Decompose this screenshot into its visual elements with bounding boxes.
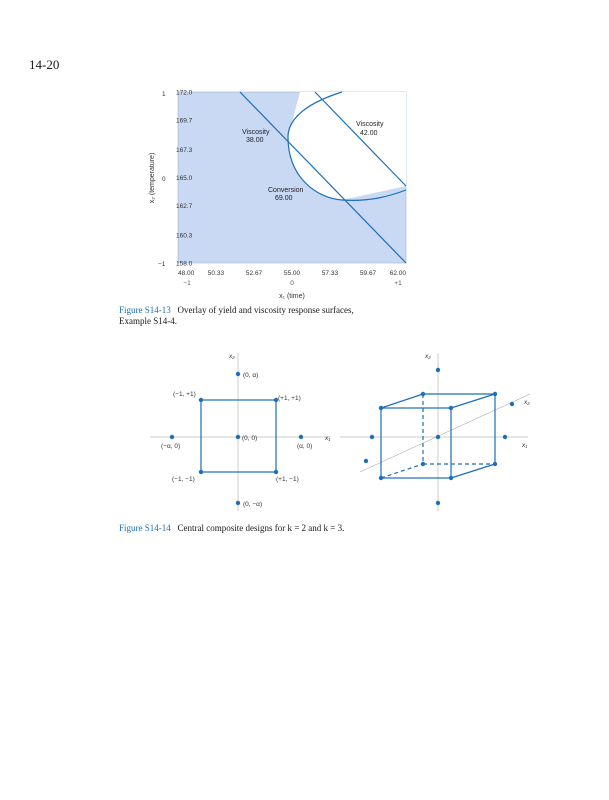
label-top-axis-3d: x₂ — [425, 353, 431, 360]
x-tick-label: 50.33 — [207, 270, 225, 277]
y-tick-label: 167.3 — [176, 146, 193, 154]
point-corner-br — [274, 470, 278, 474]
annotation-viscosity-38-value: 38.00 — [246, 137, 264, 144]
axial-point-back — [510, 402, 514, 406]
label-right: (α, 0) — [297, 443, 313, 450]
figure-14-caption-label: Figure S14-14 — [119, 523, 171, 533]
label-x2-axis: x₂ — [229, 353, 235, 360]
label-x1-axis: x₁ — [325, 435, 331, 442]
cube-vertex — [379, 406, 383, 410]
cube-vertex — [449, 476, 453, 480]
x2-axis-3d — [360, 394, 530, 472]
point-axial-bottom — [236, 501, 240, 505]
label-bl: (−1, −1) — [172, 476, 195, 483]
label-x1-3d: x₁ — [522, 442, 528, 449]
axial-point-left — [370, 435, 374, 439]
y-tick-label: 160.3 — [176, 232, 193, 240]
coded-x-right: +1 — [394, 280, 402, 287]
figure-14-caption-text: Central composite designs for k = 2 and k = 3. — [177, 523, 345, 533]
cube-edge-tr — [451, 394, 495, 408]
point-axial-left — [170, 435, 174, 439]
point-axial-right — [299, 435, 303, 439]
ccd-k3-diagram — [340, 348, 540, 518]
label-left: (−α, 0) — [161, 443, 181, 450]
contour-plot-area — [176, 89, 406, 263]
cube-front-face — [381, 408, 451, 478]
x-tick-label: 62.00 — [389, 270, 406, 277]
cube-vertex — [493, 392, 497, 396]
axial-point-front — [364, 459, 368, 463]
point-corner-tl — [199, 398, 203, 402]
x-tick-label: 52.67 — [245, 270, 263, 277]
figure-13-caption-label: Figure S14-13 — [119, 305, 171, 315]
figure-13-caption — [119, 305, 449, 327]
annotation-viscosity-38-name: Viscosity — [242, 129, 270, 136]
x-axis-label: x₁ (time) — [279, 293, 305, 300]
x-tick-label: 57.33 — [321, 270, 339, 277]
figure-14-caption — [119, 523, 499, 534]
label-tr: (+1, +1) — [278, 395, 301, 402]
x-tick-label: 55.00 — [283, 270, 301, 277]
cube-edge-br — [451, 464, 495, 478]
y-tick-label: 158.0 — [176, 260, 193, 268]
coded-x-mid: 0 — [290, 280, 294, 287]
figure-13-caption-text-2: Example S14-4. — [119, 316, 177, 326]
cube-edge-tl — [381, 394, 423, 408]
point-center — [236, 435, 240, 439]
axial-point-top — [436, 368, 440, 372]
coded-x-left: −1 — [183, 280, 191, 287]
cube-vertex — [449, 406, 453, 410]
label-br: (+1, −1) — [276, 476, 299, 483]
cube-hidden-diagonal — [381, 464, 423, 478]
cube-vertex — [421, 392, 425, 396]
cube-vertex — [493, 462, 497, 466]
y-axis-label: x₂ (temperature) — [149, 152, 156, 204]
annotation-viscosity-42-value: 42.00 — [360, 130, 378, 137]
contour-plot — [140, 82, 440, 304]
label-x2-3d: x₂ — [524, 399, 530, 406]
coded-y-bottom: −1 — [158, 261, 166, 268]
x-tick-label: 59.67 — [359, 270, 377, 277]
ccd-k2-diagram — [150, 348, 340, 518]
y-tick-label: 169.7 — [176, 117, 193, 125]
cube-vertex — [421, 462, 425, 466]
figure-13-caption-text: Overlay of yield and viscosity response surfaces, — [177, 305, 354, 315]
annotation-conversion-value: 69.00 — [275, 195, 293, 202]
x-tick-label: 48.00 — [178, 270, 195, 277]
y-tick-label: 165.0 — [176, 175, 193, 182]
axial-point-right — [503, 435, 507, 439]
label-tl: (−1, +1) — [173, 391, 196, 398]
label-top: (0, α) — [243, 372, 259, 379]
y-tick-label: 172.0 — [176, 89, 193, 97]
coded-y-top: 1 — [162, 91, 166, 98]
annotation-viscosity-42-name: Viscosity — [356, 121, 384, 128]
label-center: (0, 0) — [242, 435, 258, 442]
y-tick-label: 162.7 — [176, 203, 193, 211]
label-bottom: (0, −α) — [243, 501, 263, 508]
cube-vertex — [379, 476, 383, 480]
coded-y-mid: 0 — [162, 176, 166, 183]
page-number: 14-20 — [29, 57, 60, 72]
center-point-3d — [436, 435, 440, 439]
point-axial-top — [236, 372, 240, 376]
annotation-conversion-name: Conversion — [268, 187, 304, 194]
point-corner-bl — [199, 470, 203, 474]
axial-point-bottom — [436, 501, 440, 505]
